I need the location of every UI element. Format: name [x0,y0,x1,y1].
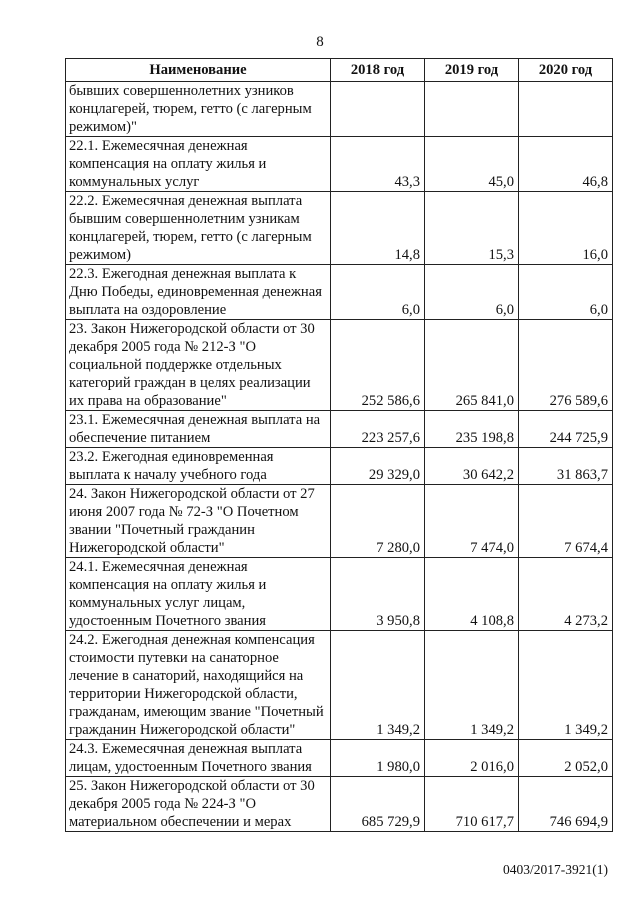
row-name: 24.3. Ежемесячная денежная выплата лицам, удостоенным Почетного звания [66,740,331,777]
cell-2020: 244 725,9 [519,411,613,448]
cell-2020: 1 349,2 [519,631,613,740]
cell-2018: 6,0 [331,265,425,320]
cell-2019: 2 016,0 [425,740,519,777]
table-row [66,411,613,448]
table-row [66,485,613,558]
cell-2019: 7 474,0 [425,485,519,558]
table-header-row [66,59,613,82]
cell-2019: 1 349,2 [425,631,519,740]
cell-2019: 45,0 [425,137,519,192]
cell-2019 [425,82,519,137]
cell-2018: 252 586,6 [331,320,425,411]
cell-2020: 4 273,2 [519,558,613,631]
cell-2018: 29 329,0 [331,448,425,485]
cell-2020: 276 589,6 [519,320,613,411]
cell-2018: 1 980,0 [331,740,425,777]
cell-2018: 685 729,9 [331,777,425,832]
cell-2019: 30 642,2 [425,448,519,485]
cell-2019: 4 108,8 [425,558,519,631]
header-2018: 2018 год [331,59,425,82]
cell-2018: 43,3 [331,137,425,192]
cell-2018: 3 950,8 [331,558,425,631]
table-row [66,740,613,777]
row-name: 24. Закон Нижегородской области от 27 июня 2007 года № 72-З "О Почетном звании "Почетный гражданин Нижегородской области" [66,485,331,558]
cell-2020: 31 863,7 [519,448,613,485]
cell-2018: 14,8 [331,192,425,265]
table-row [66,265,613,320]
cell-2018 [331,82,425,137]
table-row [66,320,613,411]
cell-2018: 7 280,0 [331,485,425,558]
cell-2020: 7 674,4 [519,485,613,558]
row-name: бывших совершеннолетних узников концлагерей, тюрем, гетто (с лагерным режимом)" [66,82,331,137]
page-number: 8 [316,34,324,50]
cell-2019: 235 198,8 [425,411,519,448]
row-name: 24.1. Ежемесячная денежная компенсация на оплату жилья и коммунальных услуг лицам, удостоенным Почетного звания [66,558,331,631]
cell-2020: 46,8 [519,137,613,192]
row-name: 22.1. Ежемесячная денежная компенсация на оплату жилья и коммунальных услуг [66,137,331,192]
document-code: 0403/2017-3921(1) [503,862,608,877]
table-row [66,82,613,137]
table-row [66,631,613,740]
cell-2019: 6,0 [425,265,519,320]
cell-2019: 710 617,7 [425,777,519,832]
header-2019: 2019 год [425,59,519,82]
table-row [66,777,613,832]
table-row [66,137,613,192]
row-name: 23.1. Ежемесячная денежная выплата на обеспечение питанием [66,411,331,448]
cell-2018: 223 257,6 [331,411,425,448]
cell-2020: 746 694,9 [519,777,613,832]
cell-2019: 265 841,0 [425,320,519,411]
table-row [66,448,613,485]
row-name: 23. Закон Нижегородской области от 30 декабря 2005 года № 212-З "О социальной поддержке отдельных категорий граждан в целях реализации их права на образование" [66,320,331,411]
row-name: 24.2. Ежегодная денежная компенсация стоимости путевки на санаторное лечение в санаторий, находящийся на территории Нижегородской области, гражданам, имеющим звание "Почетный гражданин Нижегородской области" [66,631,331,740]
row-name: 25. Закон Нижегородской области от 30 декабря 2005 года № 224-З "О материальном обеспечении и мерах [66,777,331,832]
row-name: 22.3. Ежегодная денежная выплата к Дню Победы, единовременная денежная выплата на оздоровление [66,265,331,320]
cell-2020 [519,82,613,137]
cell-2020: 16,0 [519,192,613,265]
table-row [66,192,613,265]
header-2020: 2020 год [519,59,613,82]
budget-table [65,58,613,832]
table-row [66,558,613,631]
cell-2020: 6,0 [519,265,613,320]
cell-2019: 15,3 [425,192,519,265]
row-name: 22.2. Ежемесячная денежная выплата бывшим совершеннолетним узникам концлагерей, тюрем, гетто (с лагерным режимом) [66,192,331,265]
cell-2018: 1 349,2 [331,631,425,740]
row-name: 23.2. Ежегодная единовременная выплата к началу учебного года [66,448,331,485]
header-name: Наименование [66,59,331,82]
cell-2020: 2 052,0 [519,740,613,777]
